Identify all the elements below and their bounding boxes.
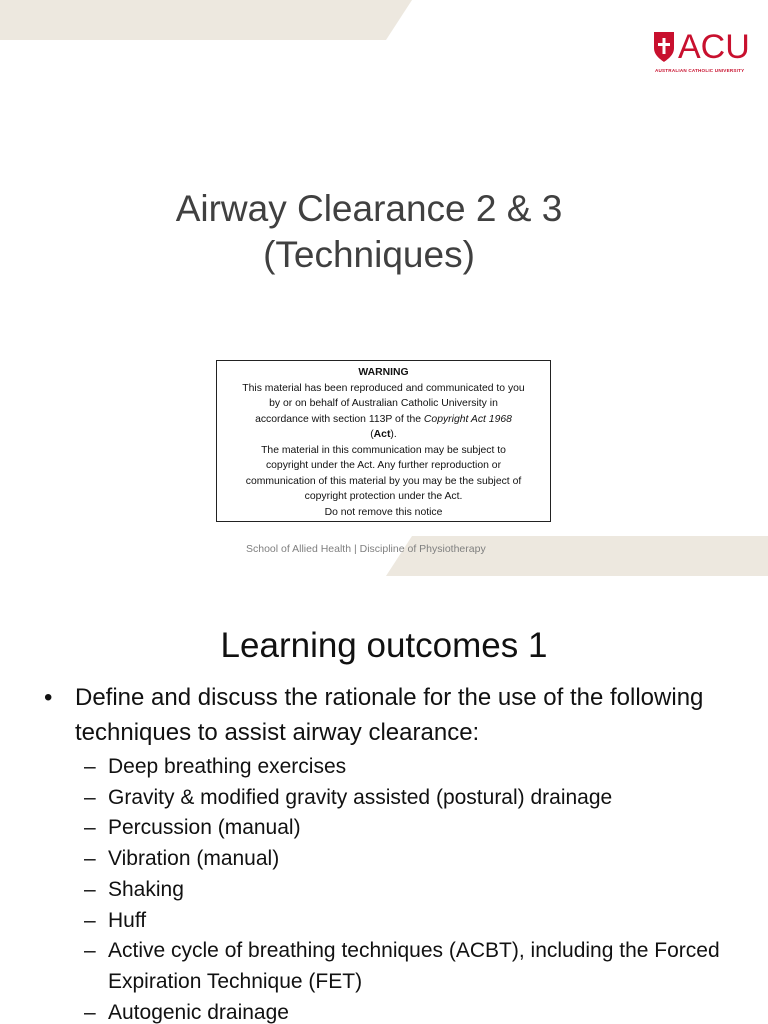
list-item-text: Percussion (manual): [108, 816, 301, 840]
list-item: [84, 875, 764, 906]
copyright-warning-box: [216, 360, 551, 522]
list-item-text: Autogenic drainage: [108, 1000, 289, 1024]
shield-icon: [654, 32, 674, 62]
warning-line: The material in this communication may be subject to: [261, 444, 506, 456]
act-name: Copyright Act 1968: [423, 413, 512, 425]
act-abbrev: Act: [373, 429, 391, 440]
list-item: [84, 752, 764, 783]
bullet-text: Define and discuss the rationale for the use of the following techniques to assist airway clearance:: [75, 684, 704, 746]
dash-marker: –: [84, 755, 96, 778]
warning-line: copyright protection under the Act.: [304, 491, 463, 502]
learning-outcomes-slide: [0, 576, 768, 1024]
list-item-text: Vibration (manual): [108, 847, 280, 871]
bottom-decorative-band: [0, 536, 768, 576]
warning-line: [217, 427, 550, 443]
list-item-text: Huff: [108, 908, 147, 932]
warning-text: accordance with section 113P of the: [255, 413, 424, 425]
top-decorative-band: [0, 0, 768, 40]
technique-list: [84, 752, 764, 1024]
slide-title: [0, 186, 738, 278]
warning-title: WARNING: [358, 367, 409, 378]
dash-marker: –: [84, 816, 96, 840]
dash-marker: –: [84, 785, 96, 809]
warning-line: Do not remove this notice: [324, 506, 443, 518]
list-item-text: Deep breathing exercises: [108, 755, 347, 778]
title-line-1: Airway Clearance 2 & 3: [175, 188, 563, 229]
acu-logo: [654, 28, 754, 78]
list-item: [84, 813, 764, 844]
list-item-text: Shaking: [108, 877, 184, 901]
list-item-text: Active cycle of breathing techniques (ACBT), including the Forced Expiration Technique (FET): [108, 939, 720, 993]
list-item: [84, 906, 764, 937]
list-item: [84, 998, 764, 1024]
dash-marker: –: [84, 1000, 96, 1024]
warning-line: by or on behalf of Australian Catholic University in: [269, 398, 498, 409]
list-item: [84, 936, 764, 997]
dash-marker: –: [84, 847, 96, 871]
dash-marker: –: [84, 939, 96, 963]
dash-marker: –: [84, 908, 96, 932]
list-item-text: Gravity & modified gravity assisted (postural) drainage: [108, 785, 613, 809]
warning-paren-close: ).: [390, 429, 397, 440]
title-line-2: (Techniques): [263, 234, 475, 275]
list-item: [84, 783, 764, 814]
warning-line: [217, 412, 550, 428]
warning-line: communication of this material by you may be the subject of: [245, 475, 522, 487]
list-item: [84, 844, 764, 875]
slide-footer: School of Allied Health | Discipline of Physiotherapy: [246, 543, 486, 555]
learning-outcomes-title: Learning outcomes 1: [220, 626, 548, 665]
logo-subtitle: AUSTRALIAN CATHOLIC UNIVERSITY: [655, 68, 745, 73]
dash-marker: –: [84, 877, 96, 901]
logo-name: ACU: [678, 28, 750, 66]
bullet-marker: •: [44, 684, 53, 711]
warning-line: This material has been reproduced and communicated to you: [242, 382, 525, 394]
warning-paren-open: (: [370, 429, 374, 440]
warning-line: copyright under the Act. Any further reproduction or: [265, 460, 502, 471]
